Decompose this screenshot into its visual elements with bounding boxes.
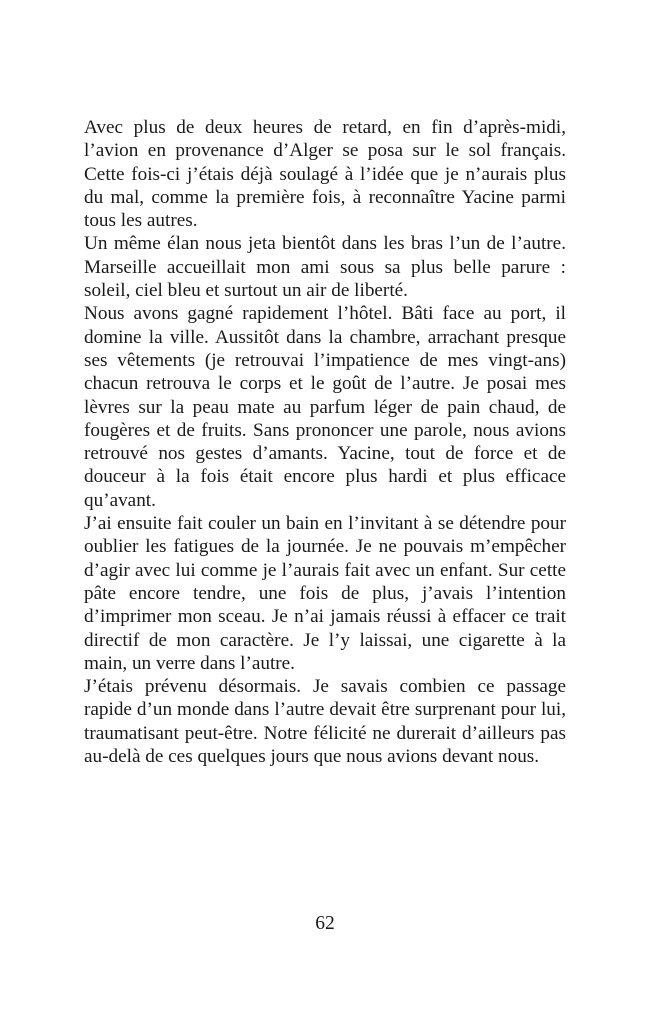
paragraph-bath: J’ai ensuite fait couler un bain en l’invitant à se détendre pour oublier les fatigues de la journée. Je ne pouvais m’empêcher d’agir avec lui comme je l’aurais fait avec un enfant. Sur cette pâte encore tendre, une fois de plus, j’avais l’intention d’imprimer mon sceau. Je n’ai jamais réussi à effacer ce trait directif de mon caractère. Je l’y laissai, une cigarette à la main, un verre dans l’autre. [84, 513, 566, 674]
paragraph-forewarned: J’étais prévenu désormais. Je savais combien ce passage rapide d’un monde dans l’autre devait être surprenant pour lui, traumatisant peut-être. Notre félicité ne durerait d’ailleurs pas au-delà de ces quelques jours que nous avions devant nous. [84, 676, 566, 768]
body-text [84, 116, 566, 768]
paragraph-arrival: Avec plus de deux heures de retard, en fin d’après-midi, l’avion en provenance d’Alger se posa sur le sol français. Cette fois-ci j’étais déjà soulagé à l’idée que je n’aurais plus du mal, comme la première fois, à reconnaître Yacine parmi tous les autres. [84, 117, 566, 232]
paragraph-hotel: Nous avons gagné rapidement l’hôtel. Bâti face au port, il domine la ville. Aussitôt dans la chambre, arrachant presque ses vêtements (je retrouvai l’impatience de mes vingt-ans) chacun retrouva le corps et le goût de l’autre. Je posai mes lèvres sur la peau mate au parfum léger de pain chaud, de fougères et de fruits. Sans prononcer une parole, nous avions retrouvé nos gestes d’amants. Yacine, tout de force et de douceur à la fois était encore plus hardi et plus efficace qu’avant. [84, 303, 566, 511]
paragraph-embrace: Un même élan nous jeta bientôt dans les bras l’un de l’autre. Marseille accueillait mon ami sous sa plus belle parure : soleil, ciel bleu et surtout un air de liberté. [84, 233, 566, 302]
page-number: 62 [315, 913, 335, 934]
